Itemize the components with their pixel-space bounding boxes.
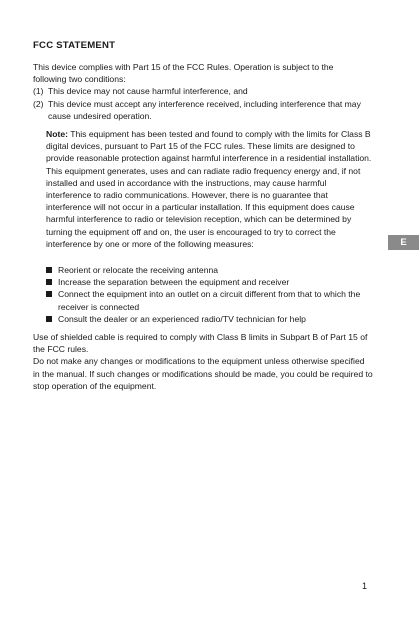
condition-number: (1) xyxy=(33,86,44,97)
square-bullet-icon xyxy=(46,288,58,312)
list-item xyxy=(46,276,373,288)
closing-paragraph-2: Do not make any changes or modifications to the equipment unless otherwise specified in the manual. If such changes or modifications should be made, you could be required to stop operation of the equipment. xyxy=(33,356,373,391)
intro-block xyxy=(33,61,373,122)
list-item xyxy=(46,313,373,325)
intro-line-1: This device complies with Part 15 of the FCC Rules. Operation is subject to the xyxy=(33,62,334,72)
condition-item xyxy=(33,98,373,122)
condition-text: This device may not cause harmful interference, and xyxy=(48,86,248,97)
measure-text: Consult the dealer or an experienced radio/TV technician for help xyxy=(58,313,306,324)
note-block xyxy=(46,128,373,250)
condition-number: (2) xyxy=(33,98,44,109)
list-item xyxy=(46,288,373,312)
square-bullet-icon xyxy=(46,276,58,288)
page-number: 1 xyxy=(362,581,368,591)
condition-item xyxy=(33,85,373,97)
closing-block xyxy=(33,331,373,392)
square-bullet-icon xyxy=(46,313,58,325)
measure-text: Increase the separation between the equipment and receiver xyxy=(58,277,290,288)
measure-text: Reorient or relocate the receiving antenna xyxy=(58,265,219,275)
measure-text: Connect the equipment into an outlet on a circuit different from that to which the receiver is connected xyxy=(58,289,361,312)
list-item xyxy=(46,264,373,276)
intro-line-2: following two conditions: xyxy=(33,74,126,85)
note-label: Note: xyxy=(46,129,68,139)
closing-paragraph-1: Use of shielded cable is required to comply with Class B limits in Subpart B of Part 15 of the FCC rules. xyxy=(33,332,368,355)
square-bullet-icon xyxy=(46,264,58,276)
note-text: This equipment has been tested and found to comply with the limits for Class B digital devices, pursuant to Part 15 of the FCC rules. These limits are designed to provide reasonable protection against harmful interference in a residential installation. This equipment generates, uses and can radiate radio frequency energy and, if not installed and used in accordance with the instructions, may cause harmful interference to radio communications. However, there is no guarantee that interference will not occur in a particular installation. If this equipment does cause harmful interference to radio or television reception, which can be determined by turning the equipment off and on, the user is encouraged to try to correct the interference by one or more of the following measures: xyxy=(46,129,372,249)
condition-text: This device must accept any interference received, including interference that may cause undesired operation. xyxy=(48,98,361,121)
section-heading: FCC STATEMENT xyxy=(33,40,116,51)
language-tab-badge: E xyxy=(388,235,419,250)
measures-list xyxy=(46,264,373,325)
